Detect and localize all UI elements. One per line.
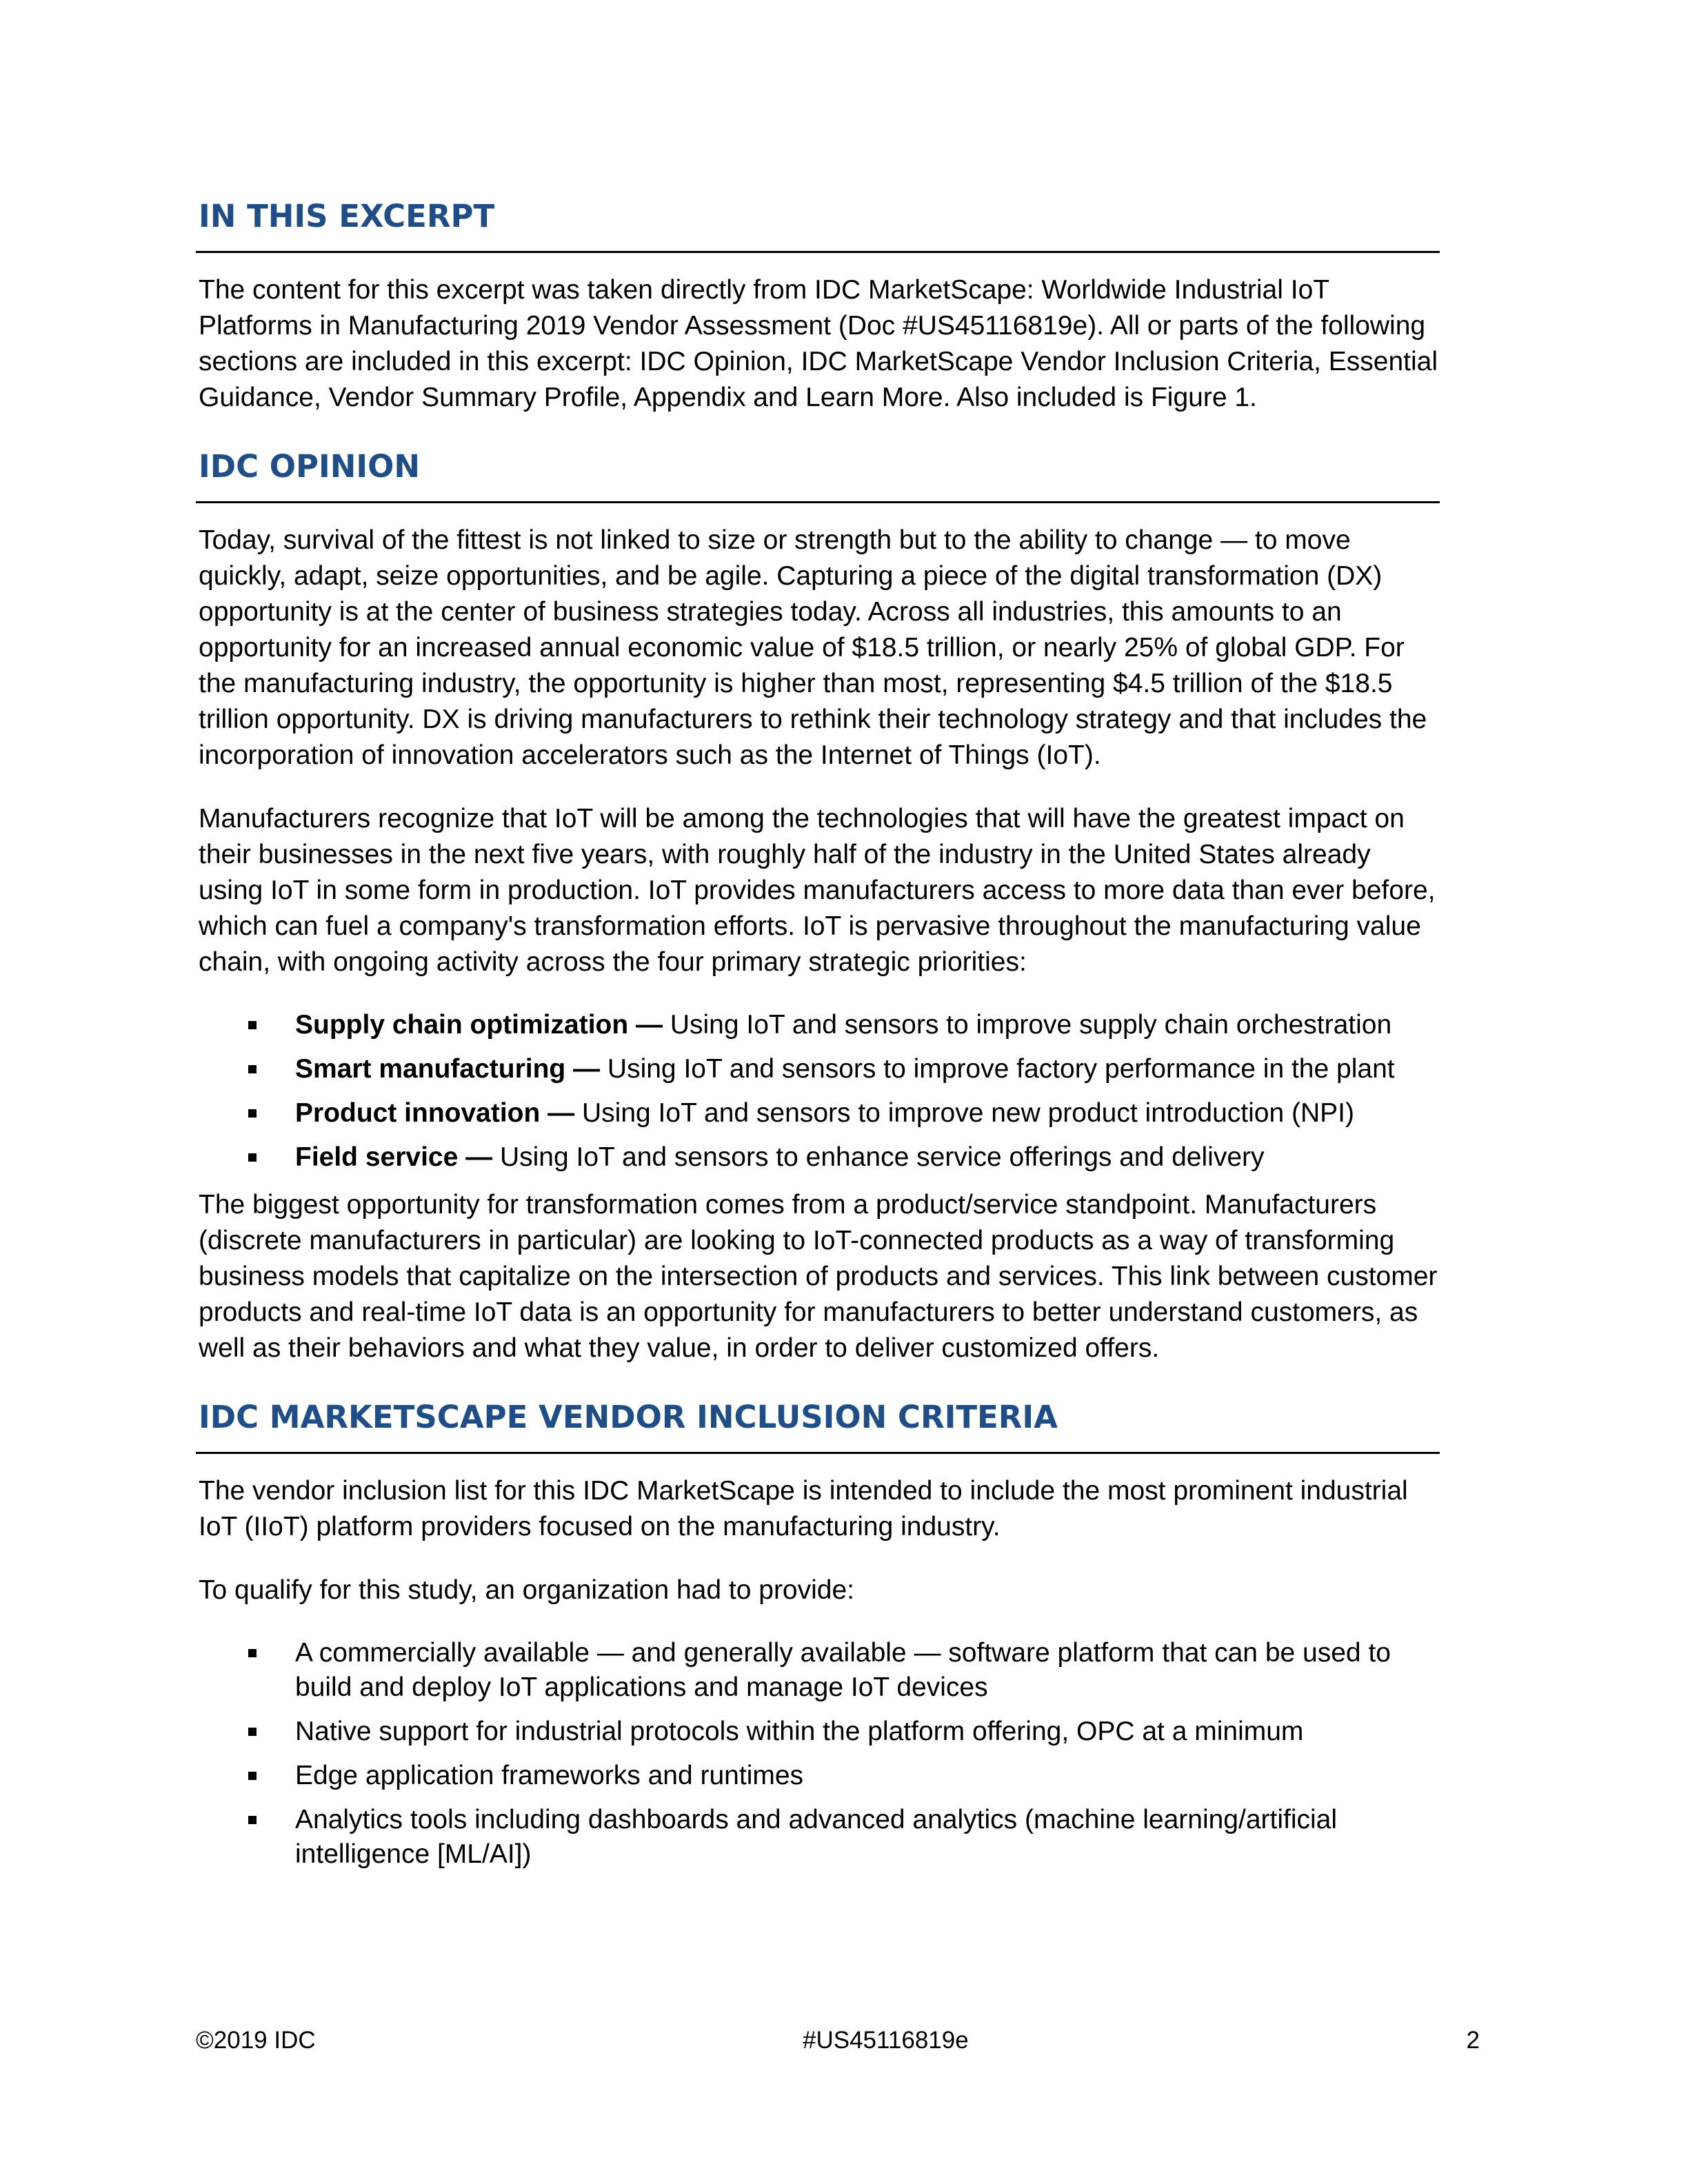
priority-term: Smart manufacturing —: [295, 1054, 601, 1084]
criteria-section: [196, 1394, 1440, 1872]
list-item: [196, 1759, 1440, 1793]
section-divider: [196, 501, 1440, 503]
excerpt-paragraph: The content for this excerpt was taken directly from IDC MarketScape: Worldwide Industrial IoT Platforms in Manufacturing 2019 Vendor Assessment (Doc #US45116819e). All or parts of the following sections are included in this excerpt: IDC Opinion, IDC MarketScape Vendor Inclusion Criteria, Essential Guidance, Vendor Summary Profile, Appendix and Learn More. Also included is Figure 1.: [199, 275, 1438, 412]
excerpt-heading: IN THIS EXCERPT: [199, 198, 495, 234]
priority-description: Using IoT and sensors to enhance service offerings and delivery: [492, 1142, 1265, 1172]
opinion-paragraph-2: Manufacturers recognize that IoT will be among the technologies that will have the greatest impact on their businesses in the next five years, with roughly half of the industry in the United States already using IoT in some form in production. IoT provides manufacturers access to more data than ever before, which can fuel a company's transformation efforts. IoT is pervasive throughout the manufacturing value chain, with ongoing activity across the four primary strategic priorities:: [199, 804, 1436, 977]
criteria-paragraph-2: To qualify for this study, an organization had to provide:: [199, 1575, 855, 1605]
square-bullet-icon: [248, 1649, 257, 1657]
requirement-text: Edge application frameworks and runtimes: [295, 1761, 804, 1790]
priority-description: Using IoT and sensors to improve factory performance in the plant: [600, 1054, 1395, 1084]
square-bullet-icon: [248, 1109, 257, 1118]
page-footer: [196, 2027, 1480, 2060]
list-item: [196, 1096, 1440, 1131]
list-item: [196, 1052, 1440, 1086]
square-bullet-icon: [248, 1728, 257, 1736]
page-content: [196, 193, 1440, 1899]
square-bullet-icon: [248, 1021, 257, 1029]
requirements-list: [196, 1636, 1440, 1872]
priority-term: Supply chain optimization —: [295, 1010, 663, 1040]
page-number: 2: [1466, 2027, 1480, 2054]
criteria-heading: IDC MARKETSCAPE VENDOR INCLUSION CRITERIA: [199, 1399, 1058, 1435]
list-item: [196, 1803, 1440, 1872]
list-item: [196, 1715, 1440, 1749]
criteria-paragraph-1: The vendor inclusion list for this IDC MarketScape is intended to include the most prominent industrial IoT (IIoT) platform providers focused on the manufacturing industry.: [199, 1476, 1408, 1541]
list-item: [196, 1140, 1440, 1175]
opinion-section: [196, 443, 1440, 1366]
excerpt-section: [196, 193, 1440, 416]
square-bullet-icon: [248, 1153, 257, 1162]
requirement-text: Analytics tools including dashboards and advanced analytics (machine learning/artificial intelligence [ML/AI]): [295, 1805, 1338, 1869]
priority-description: Using IoT and sensors to improve new product introduction (NPI): [574, 1098, 1354, 1128]
list-item: [196, 1636, 1440, 1705]
opinion-paragraph-3: The biggest opportunity for transformation comes from a product/service standpoint. Manufacturers (discrete manufacturers in particular) are looking to IoT-connected products as a way of transforming business models that capitalize on the intersection of products and services. This link between customer products and real-time IoT data is an opportunity for manufacturers to better understand customers, as well as their behaviors and what they value, in order to deliver customized offers.: [199, 1190, 1438, 1363]
priorities-list: [196, 1008, 1440, 1175]
square-bullet-icon: [248, 1772, 257, 1780]
copyright-text: ©2019 IDC: [196, 2027, 316, 2054]
opinion-heading: IDC OPINION: [199, 448, 421, 485]
priority-term: Field service —: [295, 1142, 493, 1172]
priority-term: Product innovation —: [295, 1098, 575, 1128]
priority-description: Using IoT and sensors to improve supply chain orchestration: [663, 1010, 1392, 1040]
square-bullet-icon: [248, 1816, 257, 1824]
section-divider: [196, 251, 1440, 253]
section-divider: [196, 1452, 1440, 1454]
list-item: [196, 1008, 1440, 1042]
document-id: #US45116819e: [803, 2027, 969, 2054]
requirement-text: A commercially available — and generally available — software platform that can be used to build and deploy IoT applications and manage IoT devices: [295, 1638, 1391, 1702]
square-bullet-icon: [248, 1065, 257, 1073]
requirement-text: Native support for industrial protocols within the platform offering, OPC at a minimum: [295, 1717, 1304, 1746]
opinion-paragraph-1: Today, survival of the fittest is not linked to size or strength but to the ability to change — to move quickly, adapt, seize opportunities, and be agile. Capturing a piece of the digital transformation (DX) opportunity is at the center of business strategies today. Across all industries, this amounts to an opportunity for an increased annual economic value of $18.5 trillion, or nearly 25% of global GDP. For the manufacturing industry, the opportunity is higher than most, representing $4.5 trillion of the $18.5 trillion opportunity. DX is driving manufacturers to rethink their technology strategy and that includes the incorporation of innovation accelerators such as the Internet of Things (IoT).: [199, 525, 1427, 770]
